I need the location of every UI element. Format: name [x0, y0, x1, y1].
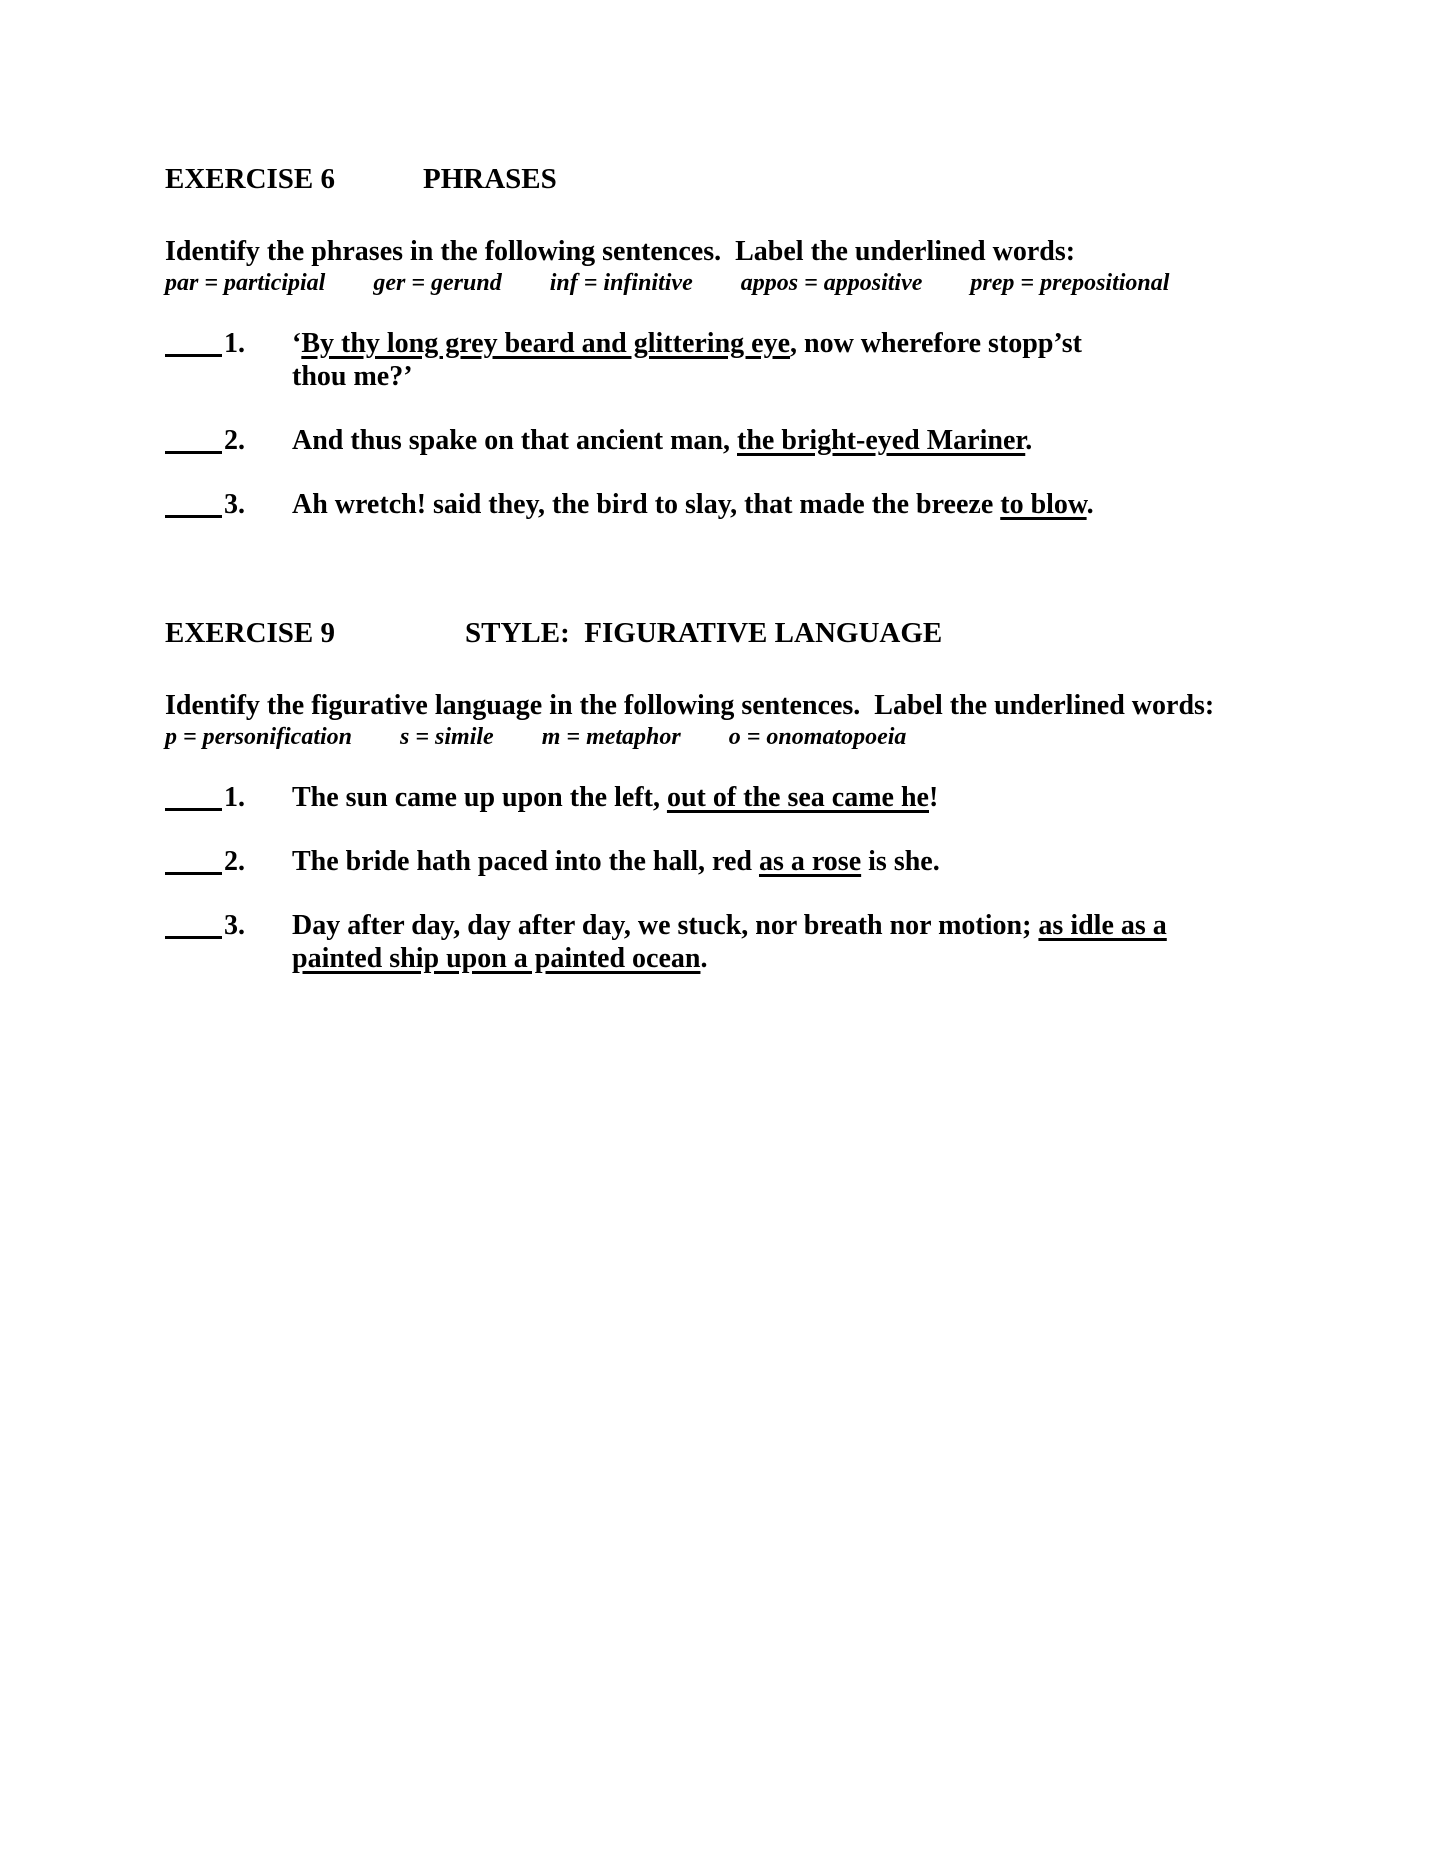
sentence-segment: And thus spake on that ancient man,: [292, 425, 737, 456]
abbrev-item: s = simile: [400, 724, 494, 750]
section-exercise-6: [165, 163, 1355, 521]
worksheet-item: [165, 845, 1355, 878]
abbrev-item: appos = appositive: [740, 270, 923, 296]
sentence-segment: is she.: [861, 846, 940, 877]
instructions-text: Identify the figurative language in the following sentences. Label the underlined words:: [165, 690, 1215, 721]
sentence-segment: .: [1025, 425, 1033, 456]
abbreviation-key: [165, 722, 1355, 752]
underlined-phrase: painted ship upon a painted ocean: [292, 943, 701, 974]
item-number: 3.: [224, 489, 245, 520]
underlined-phrase: to blow: [1000, 489, 1087, 520]
answer-blank: [165, 845, 222, 875]
sentence-segment: The bride hath paced into the hall, red: [292, 846, 759, 877]
item-sentence: [292, 909, 1355, 975]
sentence-segment: Ah wretch! said they, the bird to slay, that made the breeze: [292, 489, 1001, 520]
worksheet-item: [165, 424, 1355, 457]
answer-blank: [165, 327, 222, 357]
abbrev-item: p = personification: [165, 724, 353, 750]
item-number: 2.: [224, 425, 245, 456]
abbrev-item: ger = gerund: [373, 270, 502, 296]
abbreviation-key: [165, 268, 1355, 298]
answer-blank: [165, 781, 222, 811]
answer-blank: [165, 909, 222, 939]
answer-blank: [165, 424, 222, 454]
answer-blank: [165, 488, 222, 518]
sentence-segment: ‘: [292, 328, 302, 359]
instructions-text: Identify the phrases in the following sentences. Label the underlined words:: [165, 236, 1076, 267]
item-sentence: [292, 327, 1355, 393]
section-exercise-9: [165, 617, 1355, 975]
sentence-segment: The sun came up upon the left,: [292, 782, 667, 813]
underlined-phrase: By thy long grey beard and glittering eye: [301, 328, 791, 359]
worksheet-item: [165, 327, 1355, 393]
abbrev-item: prep = prepositional: [970, 270, 1170, 296]
item-list: [165, 327, 1355, 521]
exercise-title: PHRASES: [423, 163, 557, 195]
exercise-title: STYLE: FIGURATIVE LANGUAGE: [465, 617, 943, 649]
item-number: 1.: [224, 782, 245, 813]
exercise-label: EXERCISE 9: [165, 617, 336, 649]
underlined-phrase: as idle as a: [1038, 910, 1167, 941]
underlined-phrase: as a rose: [758, 846, 862, 877]
item-list: [165, 781, 1355, 975]
worksheet-item: [165, 488, 1355, 521]
sentence-segment: Day after day, day after day, we stuck, nor breath nor motion;: [292, 910, 1039, 941]
item-number: 2.: [224, 846, 245, 877]
abbrev-item: m = metaphor: [541, 724, 681, 750]
underlined-phrase: the bright-eyed Mariner: [737, 425, 1026, 456]
worksheet-item: [165, 909, 1355, 975]
sentence-segment: .: [700, 943, 708, 974]
item-number: 3.: [224, 910, 245, 941]
abbrev-item: inf = infinitive: [549, 270, 693, 296]
item-sentence: [292, 424, 1355, 457]
section-heading: [165, 163, 1355, 196]
item-sentence: [292, 781, 1355, 814]
item-sentence: [292, 845, 1355, 878]
abbrev-item: o = onomatopoeia: [728, 724, 907, 750]
item-number: 1.: [224, 328, 245, 359]
sentence-segment: .: [1086, 489, 1094, 520]
worksheet-item: [165, 781, 1355, 814]
underlined-phrase: out of the sea came he: [666, 782, 929, 813]
sentence-segment: , now wherefore stopp’st: [790, 328, 1082, 359]
abbrev-item: par = participial: [165, 270, 326, 296]
exercise-label: EXERCISE 6: [165, 163, 336, 195]
sentence-segment: !: [929, 782, 939, 813]
item-sentence: [292, 488, 1355, 521]
sentence-segment: thou me?’: [292, 361, 413, 392]
section-heading: [165, 617, 1355, 650]
